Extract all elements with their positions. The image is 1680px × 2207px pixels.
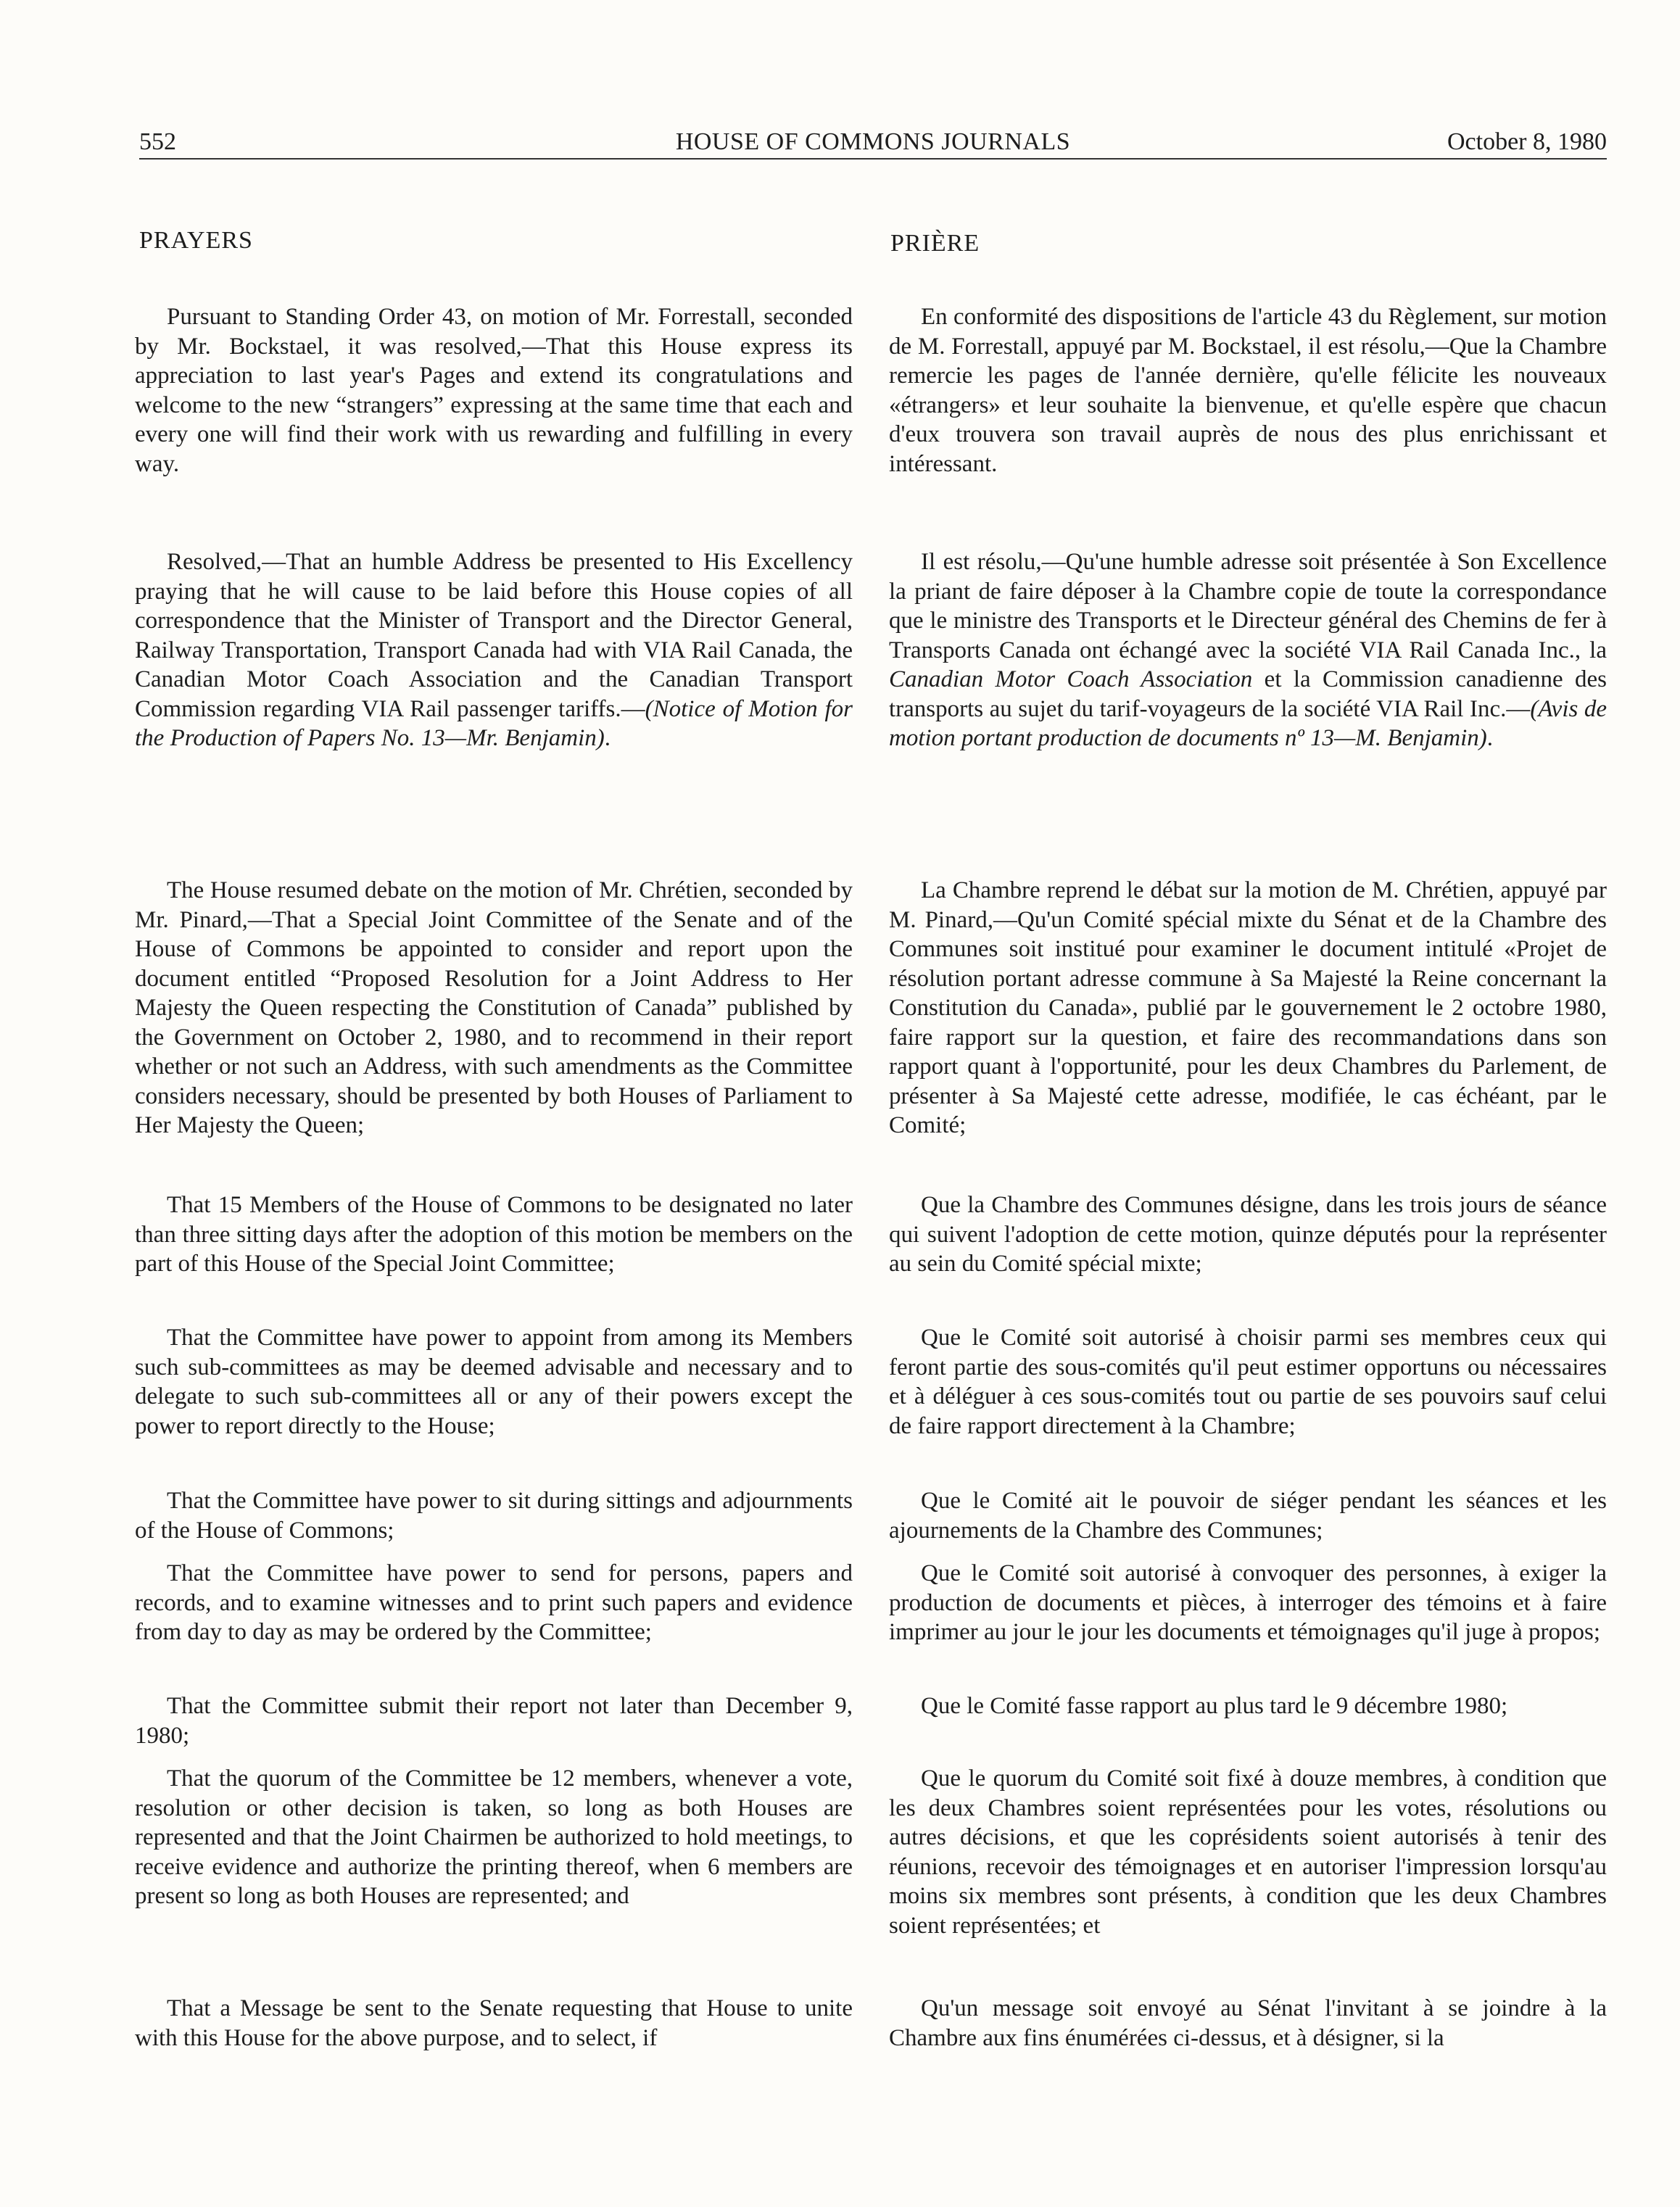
french-paragraph-message: Qu'un message soit envoyé au Sénat l'invitant à se joindre à la Chambre aux fins énumérées ci-dessus, et à désigner, si la [889, 1995, 1607, 2051]
english-paragraph-powers: That the Committee have power to send for persons, papers and records, and to examine witnesses and to print such papers and evidence from day to day as may be ordered by the Committee; [135, 1560, 853, 1645]
french-paragraph-quorum: Que le quorum du Comité soit fixé à douze membres, à condition que les deux Chambres soient représentées pour les votes, résolutions ou autres décisions, et que les coprésidents soient autorisés à tenir des réunions, recevoir des témoignages et en autoriser l'impression lorsqu'au moins six membres sont présents, à condition que les deux Chambres soient représentées; et [889, 1765, 1607, 1939]
page-date: October 8, 1980 [1447, 128, 1607, 155]
french-paragraph-priere-motion: En conformité des dispositions de l'article 43 du Règlement, sur motion de M. Forrestall, appuyé par M. Bockstael, il est résolu,—Que la Chambre remercie les pages de l'année dernière, qu'elle félicite les nouveaux «étrangers» et leur souhaite la bienvenue, et qu'elle espère que chacun d'eux trouvera son travail auprès de nous des plus enrichissant et intéressant. [889, 304, 1607, 477]
page-number: 552 [139, 128, 176, 155]
french-heading: PRIÈRE [890, 230, 980, 257]
english-heading: PRAYERS [139, 227, 253, 254]
french-association-name: Canadian Motor Coach Association [889, 666, 1253, 692]
english-paragraph-members: That 15 Members of the House of Commons to be designated no later than three sitting days after the adoption of this motion be members on the part of this House of the Special Joint Committee; [135, 1192, 853, 1277]
english-address-text: Resolved,—That an humble Address be presented to His Excellency praying that he will cause to be laid before this House copies of all correspondence that the Minister of Transport and the Director General, Railway Transportation, Transport Canada had with VIA Rail Canada, the Canadian Motor Coach Association and the Canadian Transport Commission regarding VIA Rail passenger tariffs.— [135, 549, 853, 722]
french-paragraph-deputes: Que la Chambre des Communes désigne, dans les trois jours de séance qui suivent l'adoption de cette motion, quinze députés pour la représenter au sein du Comité spécial mixte; [889, 1192, 1607, 1277]
english-paragraph-report-date: That the Committee submit their report not later than December 9, 1980; [135, 1693, 853, 1749]
english-notice-end: . [604, 725, 611, 751]
english-paragraph-debate-motion: The House resumed debate on the motion of Mr. Chrétien, seconded by Mr. Pinard,—That a Special Joint Committee of the Senate and of the House of Commons be appointed to consider and report upon the document entitled “Proposed Resolution for a Joint Address to Her Majesty the Queen respecting the Constitution of Canada” published by the Government on October 2, 1980, and to recommend in their report whether or not such an Address, with such amendments as the Committee considers necessary, should be presented by both Houses of Parliament to Her Majesty the Queen; [135, 877, 853, 1138]
english-paragraph-quorum: That the quorum of the Committee be 12 members, whenever a vote, resolution or other decision is taken, so long as both Houses are represented and that the Joint Chairmen be authorized to hold meetings, to receive evidence and authorize the printing thereof, when 6 members are present so long as both Houses are represented; and [135, 1765, 853, 1909]
french-adresse-continuation: et la Commission canadienne des transports au sujet du tarif-voyageurs de la société VIA Rail Inc.— [889, 666, 1607, 722]
english-paragraph-address-resolution [135, 547, 853, 753]
english-paragraph-sittings: That the Committee have power to sit during sittings and adjournments of the House of Commons; [135, 1488, 853, 1544]
journal-title: HOUSE OF COMMONS JOURNALS [675, 128, 1071, 155]
french-notice-reference: (Avis de motion portant production de documents nº 13—M. Benjamin) [889, 695, 1607, 751]
english-paragraph-prayers-motion: Pursuant to Standing Order 43, on motion of Mr. Forrestall, seconded by Mr. Bockstael, it was resolved,—That this House express its appreciation to last year's Pages and extend its congratulations and welcome to the new “strangers” expressing at the same time that each and every one will find their work with us rewarding and fulfilling in every way. [135, 304, 853, 477]
english-paragraph-subcommittees: That the Committee have power to appoint from among its Members such sub-committees as may be deemed advisable and necessary and to delegate to such sub-committees all or any of their powers except the power to report directly to the House; [135, 1325, 853, 1439]
french-paragraph-adresse-resolution [889, 547, 1607, 753]
english-notice-reference: (Notice of Motion for the Production of Papers No. 13—Mr. Benjamin) [135, 695, 853, 751]
french-paragraph-seances: Que le Comité ait le pouvoir de siéger pendant les séances et les ajournements de la Chambre des Communes; [889, 1488, 1607, 1544]
french-paragraph-pouvoirs: Que le Comité soit autorisé à convoquer des personnes, à exiger la production de documents et pièces, à interroger des témoins et à faire imprimer au jour le jour les documents et témoignages qu'il juge à propos; [889, 1560, 1607, 1645]
french-paragraph-debat-motion: La Chambre reprend le débat sur la motion de M. Chrétien, appuyé par M. Pinard,—Qu'un Comité spécial mixte du Sénat et de la Chambre des Communes soit institué pour examiner le document intitulé «Projet de résolution portant adresse commune à Sa Majesté la Reine concernant la Constitution du Canada», publié par le gouvernement le 2 octobre 1980, faire rapport sur la question, et faire des recommandations dans son rapport quant à l'opportunité, pour les deux Chambres du Parlement, de présenter à Sa Majesté cette adresse, modifiée, le cas échéant, par le Comité; [889, 877, 1607, 1138]
french-adresse-text: Il est résolu,—Qu'une humble adresse soit présentée à Son Excellence la priant de faire déposer à la Chambre copie de toute la correspondance que le ministre des Transports et le Directeur général des Chemins de fer à Transports Canada ont échangé avec la société VIA Rail Canada Inc., la [889, 549, 1607, 663]
page-header [139, 126, 1607, 160]
french-paragraph-sous-comites: Que le Comité soit autorisé à choisir parmi ses membres ceux qui feront partie des sous-comités qu'il peut estimer opportuns ou nécessaires et à déléguer à ces sous-comités tout ou partie de ses pouvoirs sauf celui de faire rapport directement à la Chambre; [889, 1325, 1607, 1439]
french-notice-end: . [1486, 725, 1494, 751]
french-paragraph-date-rapport: Que le Comité fasse rapport au plus tard le 9 décembre 1980; [921, 1693, 1508, 1719]
english-paragraph-message: That a Message be sent to the Senate requesting that House to unite with this House for the above purpose, and to select, if [135, 1995, 853, 2051]
